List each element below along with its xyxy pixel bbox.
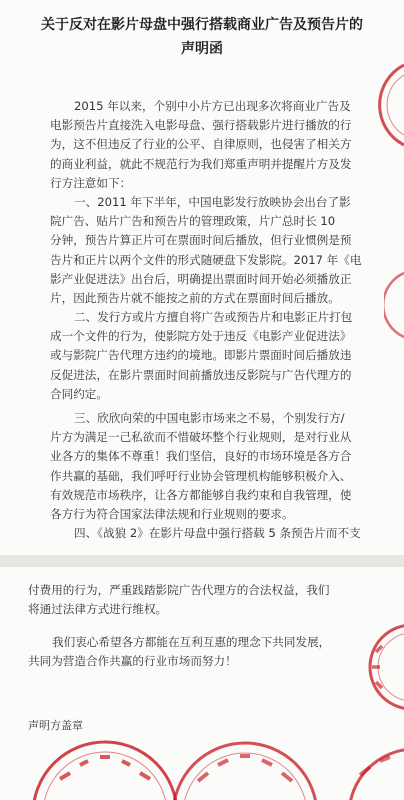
text-line: 合同约定。	[50, 386, 108, 401]
document-title-line-2: 声明函	[181, 41, 223, 57]
text-line: 三、欣欣向荣的中国电影市场来之不易，个别发行方/	[74, 411, 345, 425]
company-seal-icon	[30, 739, 180, 800]
text-line: 片方为满足一己私欲而不惜破坏整个行业规则，是对行业从	[50, 430, 352, 445]
page-divider	[0, 555, 404, 567]
paragraph-intro	[50, 97, 366, 193]
company-seal-icon	[352, 622, 404, 712]
text-line: 二、发行方或片方擅自将广告或预告片和电影正片打包	[74, 310, 353, 324]
company-seal-icon	[340, 735, 404, 800]
text-line: 将通过法律方式进行维权。	[28, 602, 168, 617]
red-seal-stamp-icon	[384, 270, 404, 340]
paragraph-point-3	[50, 409, 366, 524]
text-line: 片，因此预告片就不能按之前的方式在票面时间后播放。	[50, 291, 340, 306]
text-line: 为，这不但违反了行业的公平、自律原则，也侵害了相关方	[50, 137, 352, 152]
text-line: 行方注意如下：	[50, 175, 132, 190]
document-page-2	[0, 567, 404, 800]
text-line: 电影预告片直接洗入电影母盘、强行搭载影片进行播放的行	[50, 118, 352, 133]
text-line: 告片和正片以两个文件的形式随硬盘下发影院。2017 年《电	[50, 252, 362, 267]
text-line: 分钟，预告片算正片可在票面时间后播放，但行业惯例是预	[50, 233, 352, 248]
text-line: 共同为营造合作共赢的行业市场而努力！	[28, 654, 237, 669]
text-line: 的商业利益，就此不规范行为我们郑重声明并提醒片方及发	[50, 156, 352, 171]
text-line: 反促进法，在影片票面时间前播放违反影院与广告代理方的	[50, 367, 352, 382]
text-line: 成一个文件的行为，使影院方处于违反《电影产业促进法》	[50, 329, 352, 344]
company-seal-icon	[170, 735, 320, 800]
text-line: 作共赢的基础，我们呼吁行业协会管理机构能够积极介入、	[50, 468, 352, 483]
text-line: 院广告、贴片广告和预告片的管理政策，片广总时长 10	[50, 214, 336, 229]
paragraph-closing	[28, 633, 368, 671]
text-line: 四、《战狼 2》在影片母盘中强行搭载 5 条预告片而不支	[74, 526, 361, 540]
text-line: 付费用的行为，严重践踏影院广告代理方的合法权益，我们	[28, 583, 330, 597]
signer-label: 声明方盖章	[28, 719, 83, 732]
text-line: 我们衷心希望各方都能在互利互惠的理念下共同发展，	[52, 635, 331, 649]
paragraph-point-2	[50, 308, 366, 404]
text-line: 业各方的集体不尊重！我们坚信，良好的市场环境是各方合	[50, 449, 352, 464]
text-line: 2015 年以来，个别中小片方已出现多次将商业广告及	[74, 99, 351, 113]
paragraph-point-4	[50, 524, 366, 543]
paragraph-point-1	[50, 193, 366, 308]
red-seal-stamp-icon	[374, 60, 404, 150]
paragraph-point-4-continued	[28, 581, 368, 619]
text-line: 一、2011 年下半年，中国电影发行放映协会出台了影	[74, 195, 351, 209]
document-title-line-1: 关于反对在影片母盘中强行搭载商业广告及预告片的	[41, 17, 363, 33]
text-line: 各方行为符合国家法律法规和行业规则的要求。	[50, 507, 294, 522]
text-line: 影产业促进法》出台后，明确提出票面时间开始必须播放正	[50, 271, 352, 286]
text-line: 有效规范市场秩序，让各方都能够自我约束和自我管理，使	[50, 487, 352, 502]
text-line: 或与影院广告代理方违约的境地。即影片票面时间后播放违	[50, 348, 352, 363]
